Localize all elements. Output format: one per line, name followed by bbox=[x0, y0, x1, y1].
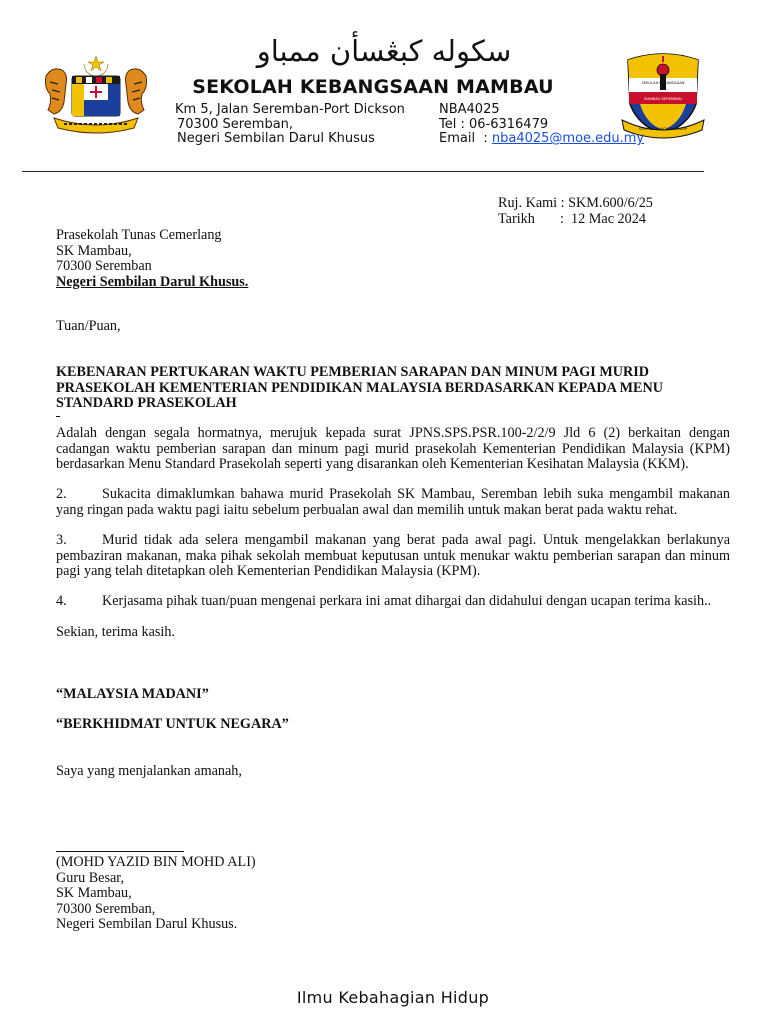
address-line-3: Negeri Sembilan Darul Khusus bbox=[177, 131, 375, 146]
footer-motto: Ilmu Kebahagian Hidup bbox=[296, 988, 490, 1007]
sign-off-line: Saya yang menjalankan amanah, bbox=[56, 763, 242, 779]
paragraph-text: Murid tidak ada selera mengambil makanan yang berat pada awal pagi. Untuk mengelakkan berlakunya pembaziran makanan, maka pihak sekolah membuat keputusan untuk menukar waktu pemberian sarapan dan minum pagi yang telah ditetapkan oleh Kementerian Pendidikan Malaysia (KPM). bbox=[56, 532, 730, 579]
paragraph-3 bbox=[56, 533, 730, 580]
motto-malaysia-madani: “MALAYSIA MADANI” bbox=[56, 686, 209, 702]
email-link[interactable]: nba4025@moe.edu.my bbox=[491, 131, 645, 146]
paragraph-text: Sukacita dimaklumkan bahawa murid Prasekolah SK Mambau, Seremban lebih suka mengambil makanan yang ringan pada waktu pagi iaitu sebelum perbualan awal dan memilih untuk makan berat pada waktu rehat. bbox=[56, 486, 730, 518]
reference-label: Ruj. Kami : bbox=[498, 195, 569, 211]
reference-value: SKM.600/6/25 bbox=[568, 195, 653, 211]
recipient-line: SK Mambau, bbox=[56, 242, 132, 259]
paragraph-2 bbox=[56, 487, 730, 518]
date-label: Tarikh bbox=[498, 211, 535, 227]
school-name: SEKOLAH KEBANGSAAN MAMBAU bbox=[192, 76, 554, 98]
date-separator: : bbox=[560, 211, 572, 227]
motto-berkhidmat: “BERKHIDMAT UNTUK NEGARA” bbox=[56, 716, 289, 732]
signatory-title: Guru Besar, bbox=[56, 869, 124, 886]
address-line-1: Km 5, Jalan Seremban-Port Dickson bbox=[175, 102, 405, 117]
paragraph-4 bbox=[56, 594, 730, 610]
email-label: Email : bbox=[439, 131, 492, 146]
email-line bbox=[439, 132, 644, 147]
school-badge-text-1: SEKOLAH KEBANGSAAN bbox=[641, 81, 685, 85]
signatory-name: (MOHD YAZID BIN MOHD ALI) bbox=[56, 854, 256, 870]
school-name-jawi: سکوله کبڠسأن ممباو bbox=[256, 34, 512, 68]
signature-line bbox=[56, 851, 184, 852]
paragraph-number: 2. bbox=[56, 486, 67, 502]
signatory-line: SK Mambau, bbox=[56, 885, 132, 901]
reference-number bbox=[498, 196, 653, 212]
salutation: Tuan/Puan, bbox=[56, 318, 121, 334]
subject-marker bbox=[56, 416, 60, 417]
closing-line: Sekian, terima kasih. bbox=[56, 624, 175, 640]
paragraph-number: 4. bbox=[56, 593, 67, 609]
letter-date bbox=[498, 212, 646, 228]
recipient-line: Prasekolah Tunas Cemerlang bbox=[56, 227, 222, 243]
address-line-2: 70300 Seremban, bbox=[177, 117, 294, 132]
paragraph-1: Adalah dengan segala hormatnya, merujuk kepada surat JPNS.SPS.PSR.100-2/2/9 Jld 6 (2) berkaitan dengan cadangan waktu pemberian sarapan dan minum pagi murid prasekolah Kementerian Pendidikan Malaysia (KPM) berdasarkan Menu Standard Prasekolah seperti yang disarankan oleh Kementerian Kesihatan Malaysia (KKM). bbox=[56, 425, 730, 472]
school-code: NBA4025 bbox=[439, 102, 500, 117]
recipient-address bbox=[56, 228, 248, 290]
signatory-block bbox=[56, 855, 256, 933]
school-badge-motto: ILMU KEBAHAGIAAN HIDUP bbox=[638, 127, 688, 131]
signatory-line: 70300 Seremban, bbox=[56, 900, 156, 917]
paragraph-text: Kerjasama pihak tuan/puan mengenai perkara ini amat dihargai dan didahului dengan ucapan terima kasih.. bbox=[102, 593, 712, 609]
recipient-line: Negeri Sembilan Darul Khusus. bbox=[56, 273, 249, 290]
letterhead-divider bbox=[22, 171, 704, 172]
recipient-line: 70300 Seremban bbox=[56, 258, 152, 274]
telephone: Tel : 06-6316479 bbox=[439, 117, 549, 132]
signatory-line: Negeri Sembilan Darul Khusus. bbox=[56, 916, 238, 932]
date-value: 12 Mac 2024 bbox=[571, 211, 646, 227]
letter-subject: KEBENARAN PERTUKARAN WAKTU PEMBERIAN SARAPAN DAN MINUM PAGI MURID PRASEKOLAH KEMENTERIAN PENDIDIKAN MALAYSIA BERDASARKAN KEPADA MENU STANDARD PRASEKOLAH bbox=[56, 364, 663, 411]
school-badge-text-2: MAMBAU SEREMBAN bbox=[644, 97, 682, 101]
paragraph-number: 3. bbox=[56, 532, 67, 548]
